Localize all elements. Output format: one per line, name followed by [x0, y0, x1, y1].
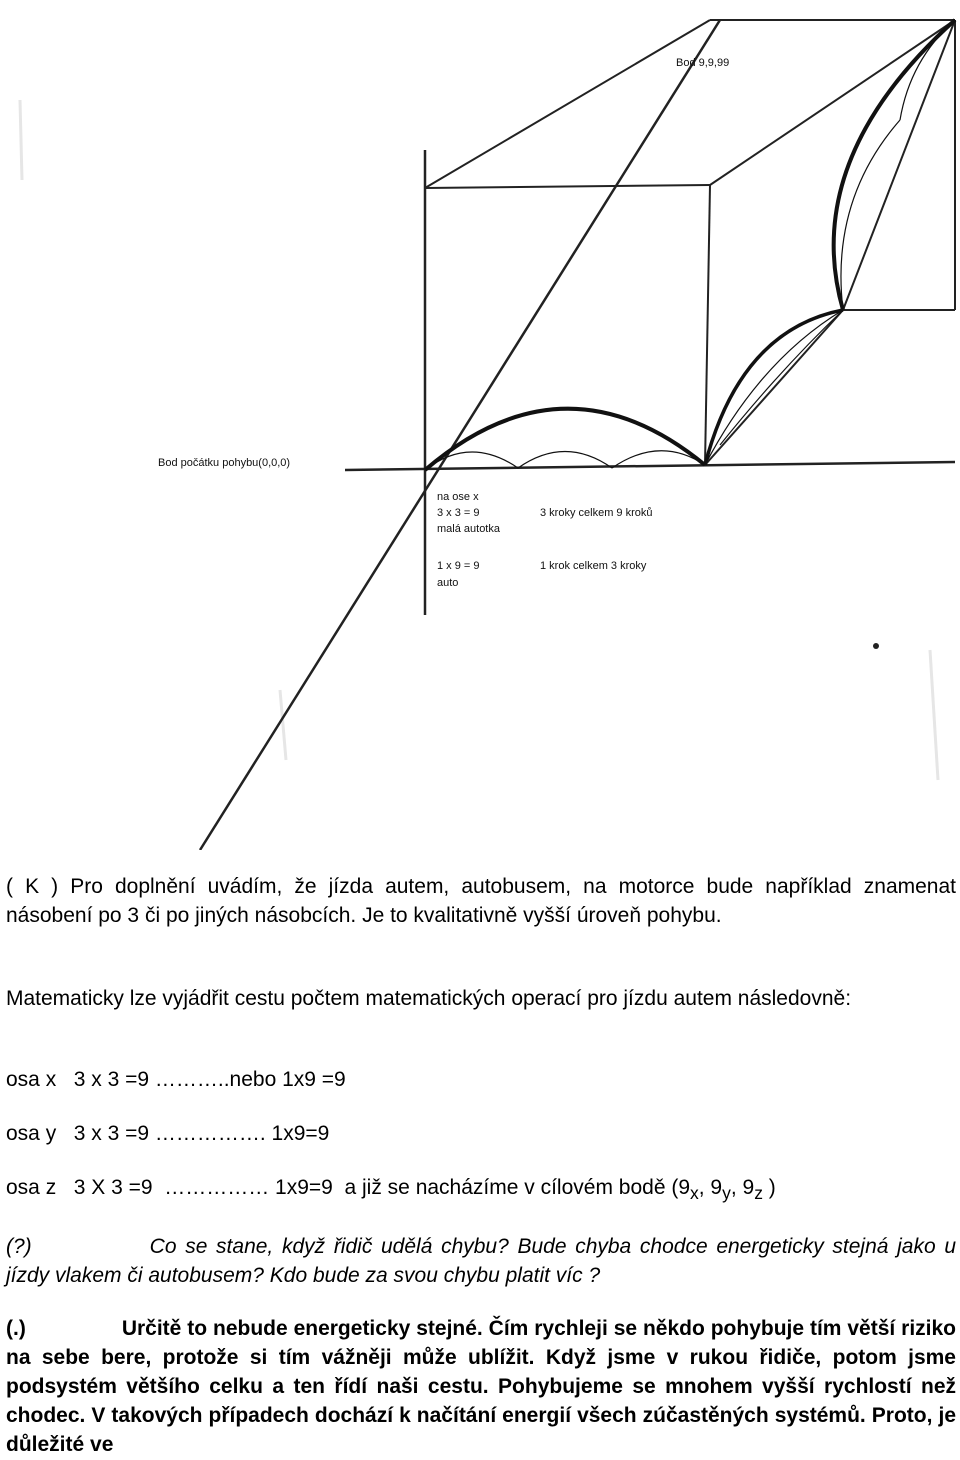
note-x-axis: na ose x [437, 491, 479, 503]
row-expr: 3 x 3 =9 ………..nebo 1x9 =9 [73, 1068, 346, 1091]
row-label: osa x [6, 1068, 57, 1091]
answer-text: Určitě to nebude energeticky stejné. Čím rychleji se někdo pohybuje tím větší riziko na sebe bere, protože si tím vážněji může ublížit. Když jsme v rukou řidiče, potom jsme podsystém většího celku a ten řídí naši cestu. Pohybujeme se mnohem vyšší rychlostí než chodec. V takových případech dochází k načítání energií všech zúčastěných systémů. Proto, je důležité ve [6, 1317, 956, 1456]
row-osa-z [6, 1176, 776, 1204]
sub-y: y [722, 1183, 731, 1204]
k-paragraph: ( K ) Pro doplnění uvádím, že jízda autem, autobusem, na motorce bude například znamenat násobení po 3 či po jiných násobcích. Je to kvalitativně vyšší úroveň pohybu. [6, 875, 956, 927]
note-3-steps: 3 kroky celkem 9 kroků [540, 507, 653, 519]
math-intro: Matematicky lze vyjádřit cestu počtem matematických operací pro jízdu autem následovně: [6, 987, 852, 1010]
axes [200, 20, 955, 850]
row-label: osa y [6, 1122, 57, 1145]
note-small-car: malá autotka [437, 523, 500, 535]
row-osa-x [6, 1068, 346, 1092]
answer-tag: (.) [6, 1317, 26, 1340]
note-car: auto [437, 577, 459, 589]
cube-edges [425, 20, 955, 465]
question-tag: (?) [6, 1235, 32, 1258]
corner-label: Bod 9,9,99 [676, 57, 730, 69]
note-3x3: 3 x 3 = 9 [437, 507, 480, 519]
answer-paragraph [6, 1314, 956, 1459]
row-osa-y [6, 1122, 329, 1146]
question-text: Co se stane, když řidič udělá chybu? Bude chyba chodce energeticky stejná jako u jízdy vlakem či autobusem? Kdo bude za svou chybu platit víc ? [6, 1235, 956, 1287]
sep2: , 9 [730, 1176, 755, 1199]
row-expr: 3 X 3 =9 …………… 1x9=9 a již se nacházíme v cílovém bodě (9 [73, 1176, 690, 1199]
close-paren: ) [762, 1176, 776, 1199]
origin-label: Bod počátku pohybu(0,0,0) [158, 457, 291, 469]
note-1-step: 1 krok celkem 3 kroky [540, 560, 647, 572]
row-label: osa z [6, 1176, 57, 1199]
speck [873, 643, 879, 649]
note-1x9: 1 x 9 = 9 [437, 560, 480, 572]
motion-arcs [425, 20, 955, 470]
row-expr: 3 x 3 =9 ……………. 1x9=9 [73, 1122, 330, 1145]
question-paragraph [6, 1232, 956, 1290]
scan-noise [20, 100, 938, 780]
sub-x: x [690, 1183, 699, 1204]
sub-z: z [754, 1183, 763, 1204]
sep1: , 9 [698, 1176, 723, 1199]
